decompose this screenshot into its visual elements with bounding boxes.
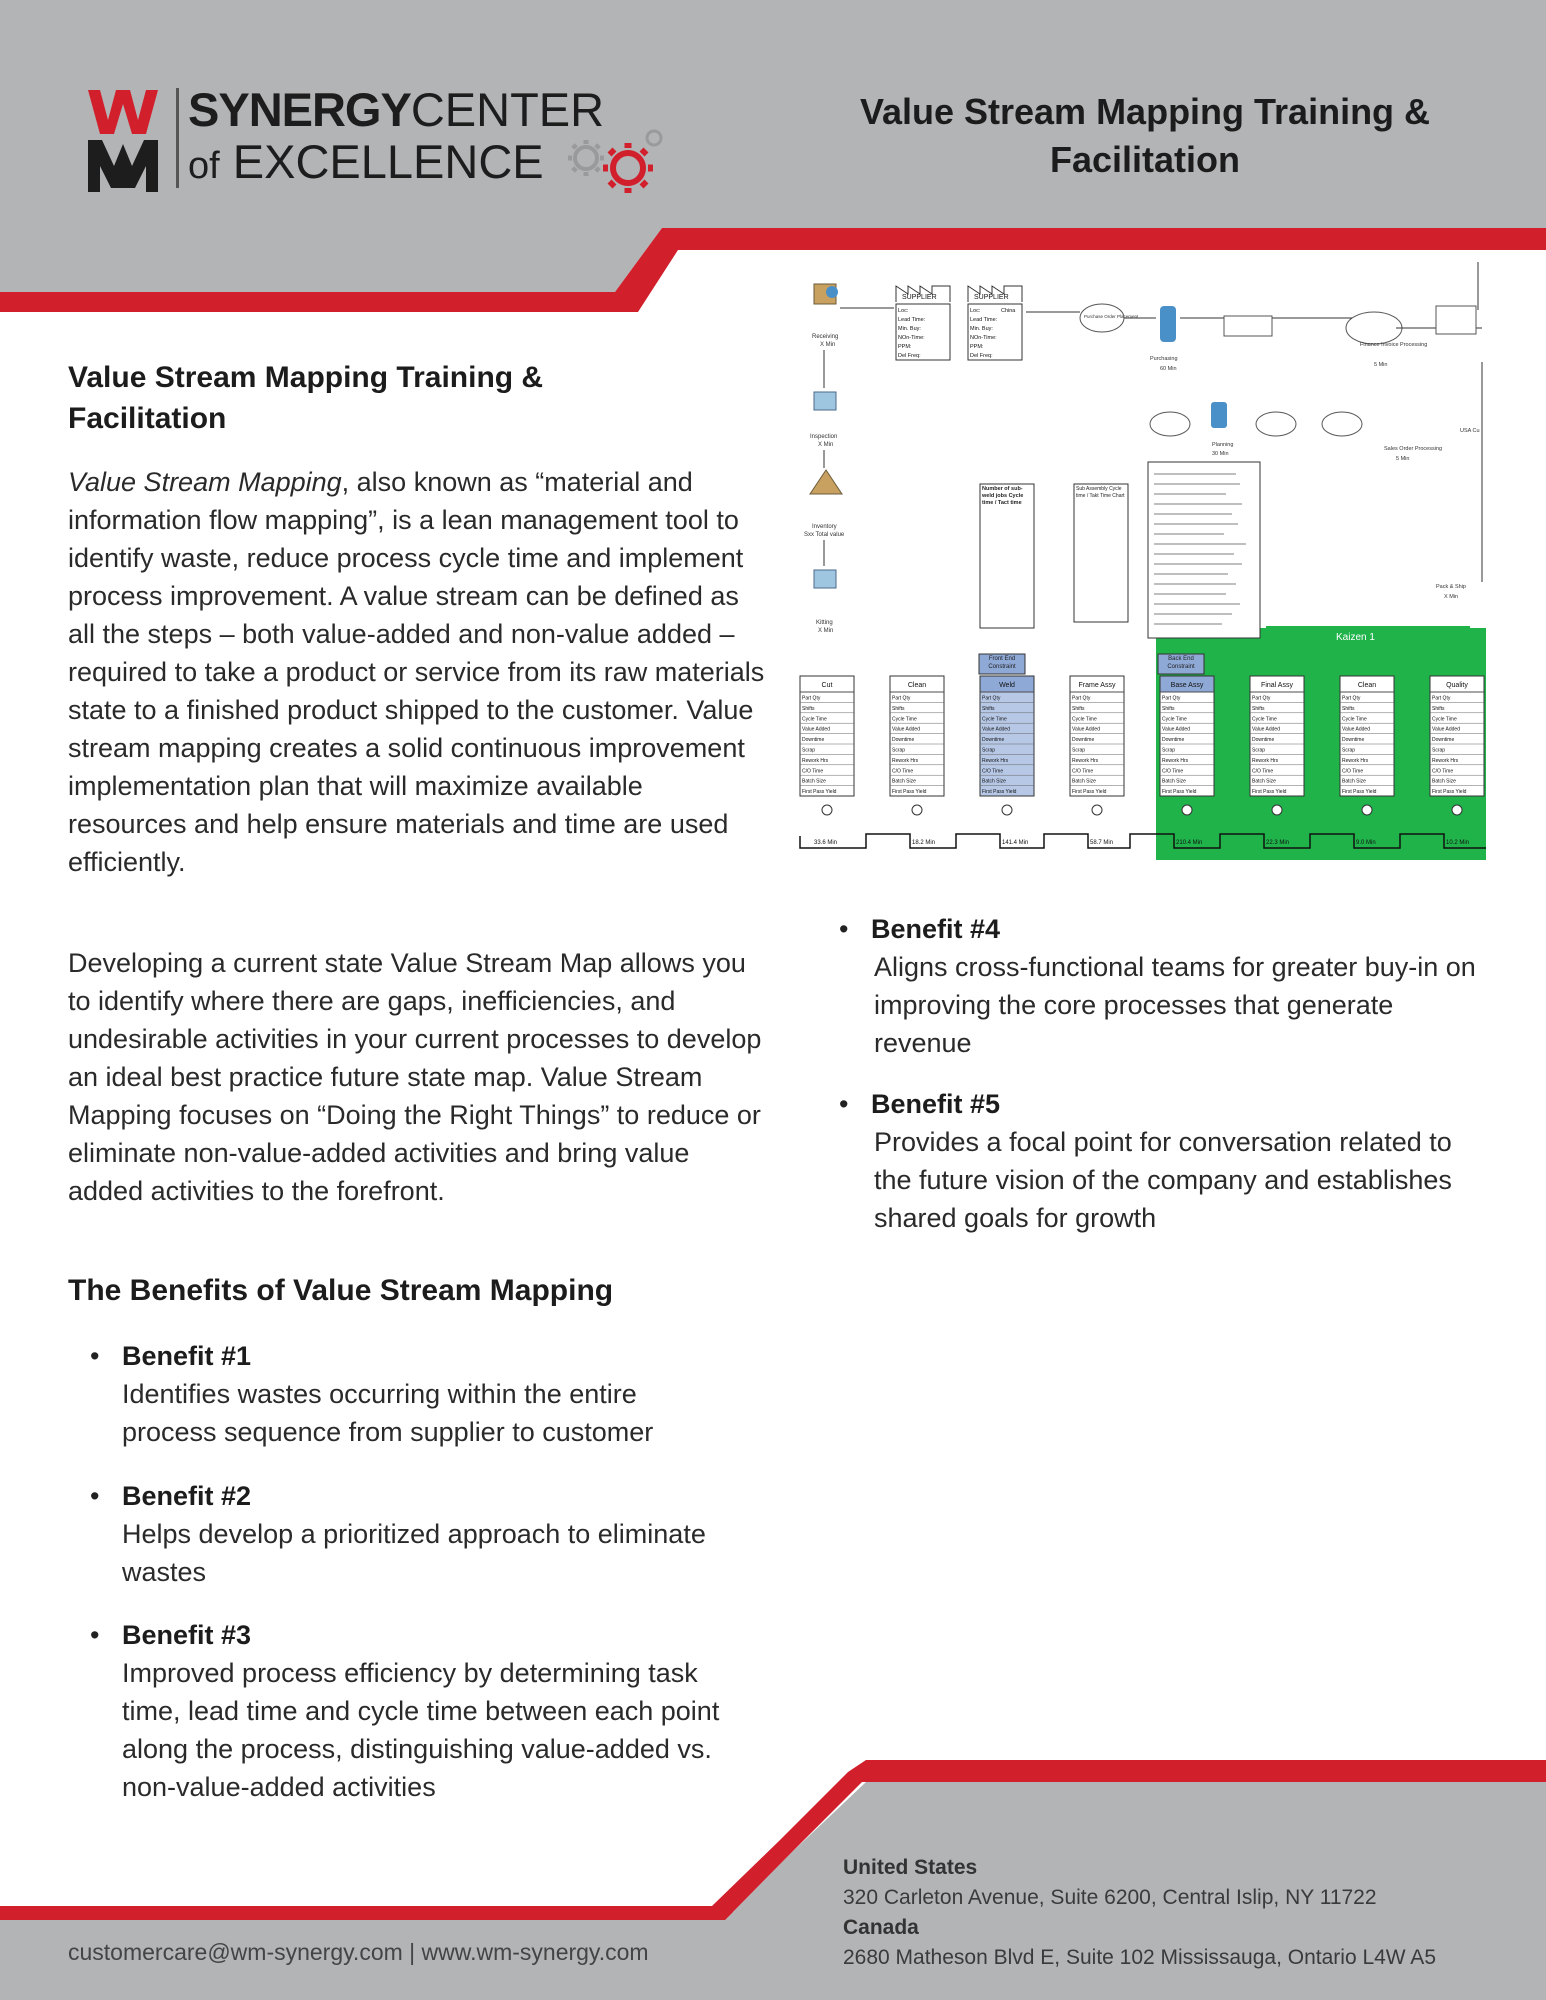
svg-text:X Min: X Min [1444, 594, 1459, 600]
process-box [1430, 676, 1484, 815]
svg-text:Lead Time:: Lead Time: [970, 317, 998, 323]
timeline-value: 210.4 Min [1176, 840, 1203, 846]
process-row-label: First Pass Yield [1432, 789, 1467, 796]
svg-text:Finance Invoice Processing: Finance Invoice Processing [1360, 342, 1428, 348]
timeline-value: 141.4 Min [1002, 840, 1029, 846]
svg-text:X Min: X Min [818, 442, 834, 448]
process-row-label: First Pass Yield [1072, 789, 1107, 796]
process-row-label: Cycle Time [1432, 716, 1457, 723]
process-row-label: C/O Time [1072, 768, 1094, 775]
process-row-label: First Pass Yield [1252, 789, 1287, 796]
process-row-label: First Pass Yield [892, 789, 927, 796]
process-row-label: Value Added [1432, 726, 1460, 733]
process-box-title: Final Assy [1261, 682, 1293, 689]
process-row-label: Batch Size [1432, 778, 1456, 785]
svg-text:NOn-Time:: NOn-Time: [970, 335, 997, 341]
svg-text:60 Min: 60 Min [1160, 366, 1177, 372]
process-row-label: Scrap [1072, 747, 1086, 754]
benefit-title: Benefit #2 [122, 1481, 252, 1511]
process-row-label: Batch Size [1252, 778, 1276, 785]
process-row-label: Part Qty [802, 695, 821, 702]
process-row-label: Value Added [802, 726, 830, 733]
timeline-value: 18.2 Min [912, 840, 936, 846]
process-row-label: C/O Time [802, 768, 824, 775]
process-row-label: Shifts [1432, 705, 1445, 712]
process-row-label: Value Added [1072, 726, 1100, 733]
process-row-label: Downtime [1432, 737, 1455, 744]
process-row-label: Rework Hrs [982, 757, 1009, 764]
benefit-item [90, 1477, 822, 1591]
process-row-label: Rework Hrs [1252, 757, 1279, 764]
svg-text:SUPPLIER: SUPPLIER [974, 294, 1009, 301]
process-row-label: Rework Hrs [1432, 757, 1459, 764]
svg-text:SUPPLIER: SUPPLIER [902, 294, 937, 301]
canada-address: 2680 Matheson Blvd E, Suite 102 Mississauga, Ontario L4W A5 [843, 1946, 1436, 1969]
process-row-label: Part Qty [1432, 695, 1451, 702]
header-title: Value Stream Mapping Training & Facilitation [859, 91, 1431, 180]
benefit-text: Aligns cross-functional teams for greater buy-in on improving the core processes that generate revenue [874, 952, 1476, 1058]
svg-text:Inspection: Inspection [810, 434, 838, 440]
process-row-label: Downtime [1072, 737, 1095, 744]
process-box-title: Clean [907, 682, 927, 689]
footer-addresses [843, 1853, 1523, 1973]
bullet-icon: • [839, 914, 849, 944]
kaizen-label: Kaizen 1 [1336, 632, 1375, 643]
process-row-label: C/O Time [1342, 768, 1364, 775]
process-box [890, 676, 944, 815]
process-row-label: Shifts [802, 705, 815, 712]
process-row-label: First Pass Yield [802, 789, 837, 796]
svg-text:X Min: X Min [820, 342, 836, 348]
process-row-label: Part Qty [1162, 695, 1181, 702]
benefit-text: Improved process efficiency by determining task time, lead time and cycle time between each point along the process, distinguishing value-added vs. non-value-added activities [122, 1658, 720, 1802]
process-row-label: Rework Hrs [1072, 757, 1099, 764]
benefit-text: Provides a focal point for conversation related to the future vision of the company and establishes shared goals for growth [874, 1127, 1452, 1233]
timeline-value: 33.6 Min [814, 840, 838, 846]
process-row-label: Value Added [982, 726, 1010, 733]
process-row-label: Part Qty [1072, 695, 1091, 702]
benefit-item [839, 910, 1491, 1062]
us-address: 320 Carleton Avenue, Suite 6200, Central Islip, NY 11722 [843, 1886, 1377, 1909]
process-row-label: Scrap [1342, 747, 1356, 754]
wm-logo-mark [88, 82, 158, 192]
process-row-label: Part Qty [1252, 695, 1271, 702]
svg-text:Del Freq:: Del Freq: [970, 353, 993, 359]
svg-text:X Min: X Min [818, 628, 834, 634]
process-row-label: First Pass Yield [1342, 789, 1377, 796]
gears-icon [562, 124, 672, 204]
svg-text:Sales Order Processing: Sales Order Processing [1384, 446, 1443, 452]
current-state-paragraph: Developing a current state Value Stream Map allows you to identify where there are gaps, inefficiencies, and undesirable activities in your current processes to develop an ideal best practice future state map. Value Stream Mapping focuses on “Doing the Right Things” to reduce or eliminate non-value-added activities and bring value added activities to the forefront. [68, 948, 762, 1206]
process-row-label: Cycle Time [1252, 716, 1277, 723]
process-row-label: Shifts [1162, 705, 1175, 712]
process-box [1250, 676, 1304, 815]
svg-text:NOn-Time:: NOn-Time: [898, 335, 925, 341]
process-row-label: Downtime [1162, 737, 1185, 744]
benefit-title: Benefit #5 [871, 1089, 1001, 1119]
process-row-label: Part Qty [982, 695, 1001, 702]
benefit-text: Identifies wastes occurring within the entire process sequence from supplier to customer [122, 1379, 654, 1447]
company-logo [88, 82, 688, 202]
intro-title: Value Stream Mapping Training & Facilitation [68, 361, 544, 435]
svg-text:Receiving: Receiving [812, 334, 839, 340]
process-box-title: Quality [1446, 682, 1468, 689]
intro-paragraph [68, 463, 768, 881]
svg-text:Loc:: Loc: [970, 308, 981, 314]
svg-text:30 Min: 30 Min [1212, 451, 1229, 457]
logo-line2: of EXCELLENCE [188, 135, 544, 188]
process-row-label: Cycle Time [982, 716, 1007, 723]
process-row-label: Shifts [1072, 705, 1085, 712]
canada-label: Canada [843, 1916, 919, 1939]
process-row-label: Rework Hrs [1342, 757, 1369, 764]
svg-text:Pack & Ship: Pack & Ship [1436, 584, 1466, 590]
process-row-label: Shifts [982, 705, 995, 712]
svg-text:5 Min: 5 Min [1396, 456, 1410, 462]
svg-text:Lead Time:: Lead Time: [898, 317, 926, 323]
process-row-label: Batch Size [802, 778, 826, 785]
process-row-label: Cycle Time [892, 716, 917, 723]
process-box [1160, 676, 1214, 815]
svg-text:USA Cu: USA Cu [1460, 428, 1480, 434]
process-box [980, 676, 1034, 815]
process-row-label: Cycle Time [802, 716, 827, 723]
bullet-icon: • [90, 1481, 100, 1511]
process-row-label: Scrap [892, 747, 906, 754]
process-row-label: Batch Size [1342, 778, 1366, 785]
process-box-title: Weld [999, 682, 1015, 689]
process-row-label: Shifts [1252, 705, 1265, 712]
us-label: United States [843, 1856, 978, 1879]
process-row-label: Value Added [1162, 726, 1190, 733]
process-row-label: Scrap [1162, 747, 1176, 754]
process-row-label: Shifts [892, 705, 905, 712]
svg-text:PPM:: PPM: [970, 344, 984, 350]
logo-divider [176, 88, 179, 188]
supplier-1 [896, 286, 950, 360]
intro-text: , also known as “material and information flow mapping”, is a lean management tool to identify waste, reduce process cycle time and implement process improvement. A value stream can be defined as all the steps – both value-added and non-value added – required to take a product or service from its raw materials state to a finished product shipped to the customer. Value stream mapping creates a solid continuous improvement implementation plan that will maximize available resources and help ensure materials and time are used efficiently. [68, 467, 765, 877]
process-row-label: C/O Time [982, 768, 1004, 775]
process-row-label: C/O Time [892, 768, 914, 775]
process-row-label: Scrap [1252, 747, 1266, 754]
svg-text:Del Freq:: Del Freq: [898, 353, 921, 359]
benefit-text: Helps develop a prioritized approach to eliminate wastes [122, 1519, 706, 1587]
process-row-label: Cycle Time [1072, 716, 1097, 723]
process-row-label: Value Added [892, 726, 920, 733]
process-box [1070, 676, 1124, 815]
process-box-title: Frame Assy [1078, 682, 1116, 689]
process-row-label: Downtime [892, 737, 915, 744]
process-row-label: C/O Time [1252, 768, 1274, 775]
benefit-item [839, 1085, 1491, 1237]
process-row-label: Value Added [1252, 726, 1280, 733]
process-row-label: Downtime [802, 737, 825, 744]
process-row-label: Batch Size [1072, 778, 1096, 785]
footer-contact[interactable]: customercare@wm-synergy.com | www.wm-synergy.com [68, 1939, 649, 1965]
benefit-title: Benefit #4 [871, 914, 1001, 944]
svg-text:Kitting: Kitting [816, 620, 833, 626]
constraint-labels: Front End Constraint Back End Constraint [979, 654, 1204, 674]
process-row-label: Downtime [1252, 737, 1275, 744]
svg-text:PPM:: PPM: [898, 344, 912, 350]
process-row-label: Cycle Time [1342, 716, 1367, 723]
process-row-label: Part Qty [892, 695, 911, 702]
svg-text:Inventory: Inventory [812, 524, 837, 530]
process-row-label: C/O Time [1432, 768, 1454, 775]
process-row-label: First Pass Yield [1162, 789, 1197, 796]
timeline-value: 9.0 Min [1356, 840, 1376, 846]
supplier-2 [968, 286, 1022, 360]
svg-text:Purchase Order Placement: Purchase Order Placement [1084, 314, 1139, 319]
svg-text:Min. Buy:: Min. Buy: [898, 326, 921, 332]
process-row-label: Scrap [982, 747, 996, 754]
cycle-time-notes: Number of sub-weld jobs Cycle time / Tact time Sub Assembly Cycle time / Takt Time Chart [980, 462, 1260, 638]
process-box-title: Clean [1357, 682, 1377, 689]
benefit-title: Benefit #3 [122, 1620, 252, 1650]
svg-text:Loc:: Loc: [898, 308, 909, 314]
process-row-label: Value Added [1342, 726, 1370, 733]
svg-text:China: China [1001, 308, 1016, 314]
benefit-item [90, 1337, 822, 1451]
process-row-label: Rework Hrs [892, 757, 919, 764]
bullet-icon: • [90, 1341, 100, 1371]
logo-line1: SYNERGYCENTER [188, 83, 605, 136]
svg-text:Min. Buy:: Min. Buy: [970, 326, 993, 332]
process-box [1340, 676, 1394, 815]
process-box [800, 676, 854, 815]
process-row-label: Scrap [802, 747, 816, 754]
bullet-icon: • [839, 1089, 849, 1119]
value-stream-map-diagram [796, 262, 1486, 862]
process-box-title: Cut [821, 682, 833, 689]
timeline-value: 22.3 Min [1266, 840, 1290, 846]
intro-term: Value Stream Mapping [68, 467, 342, 497]
process-row-label: Rework Hrs [1162, 757, 1189, 764]
bullet-icon: • [90, 1620, 100, 1650]
svg-text:Purchasing: Purchasing [1150, 356, 1178, 362]
benefit-title: Benefit #1 [122, 1341, 252, 1371]
timeline-value: 58.7 Min [1090, 840, 1114, 846]
process-row-label: First Pass Yield [982, 789, 1017, 796]
svg-text:Sxx Total value: Sxx Total value [804, 532, 845, 538]
process-row-label: Rework Hrs [802, 757, 829, 764]
svg-text:Planning: Planning [1212, 442, 1234, 448]
benefits-title: The Benefits of Value Stream Mapping [68, 1274, 614, 1307]
process-box-title: Base Assy [1170, 682, 1204, 689]
timeline-value: 10.2 Min [1446, 840, 1470, 846]
process-row-label: C/O Time [1162, 768, 1184, 775]
process-row-label: Shifts [1342, 705, 1355, 712]
process-row-label: Downtime [1342, 737, 1365, 744]
svg-text:5 Min: 5 Min [1374, 362, 1388, 368]
process-row-label: Cycle Time [1162, 716, 1187, 723]
process-row-label: Batch Size [1162, 778, 1186, 785]
process-row-label: Downtime [982, 737, 1005, 744]
process-row-label: Part Qty [1342, 695, 1361, 702]
process-row-label: Batch Size [982, 778, 1006, 785]
process-row-label: Scrap [1432, 747, 1446, 754]
process-row-label: Batch Size [892, 778, 916, 785]
